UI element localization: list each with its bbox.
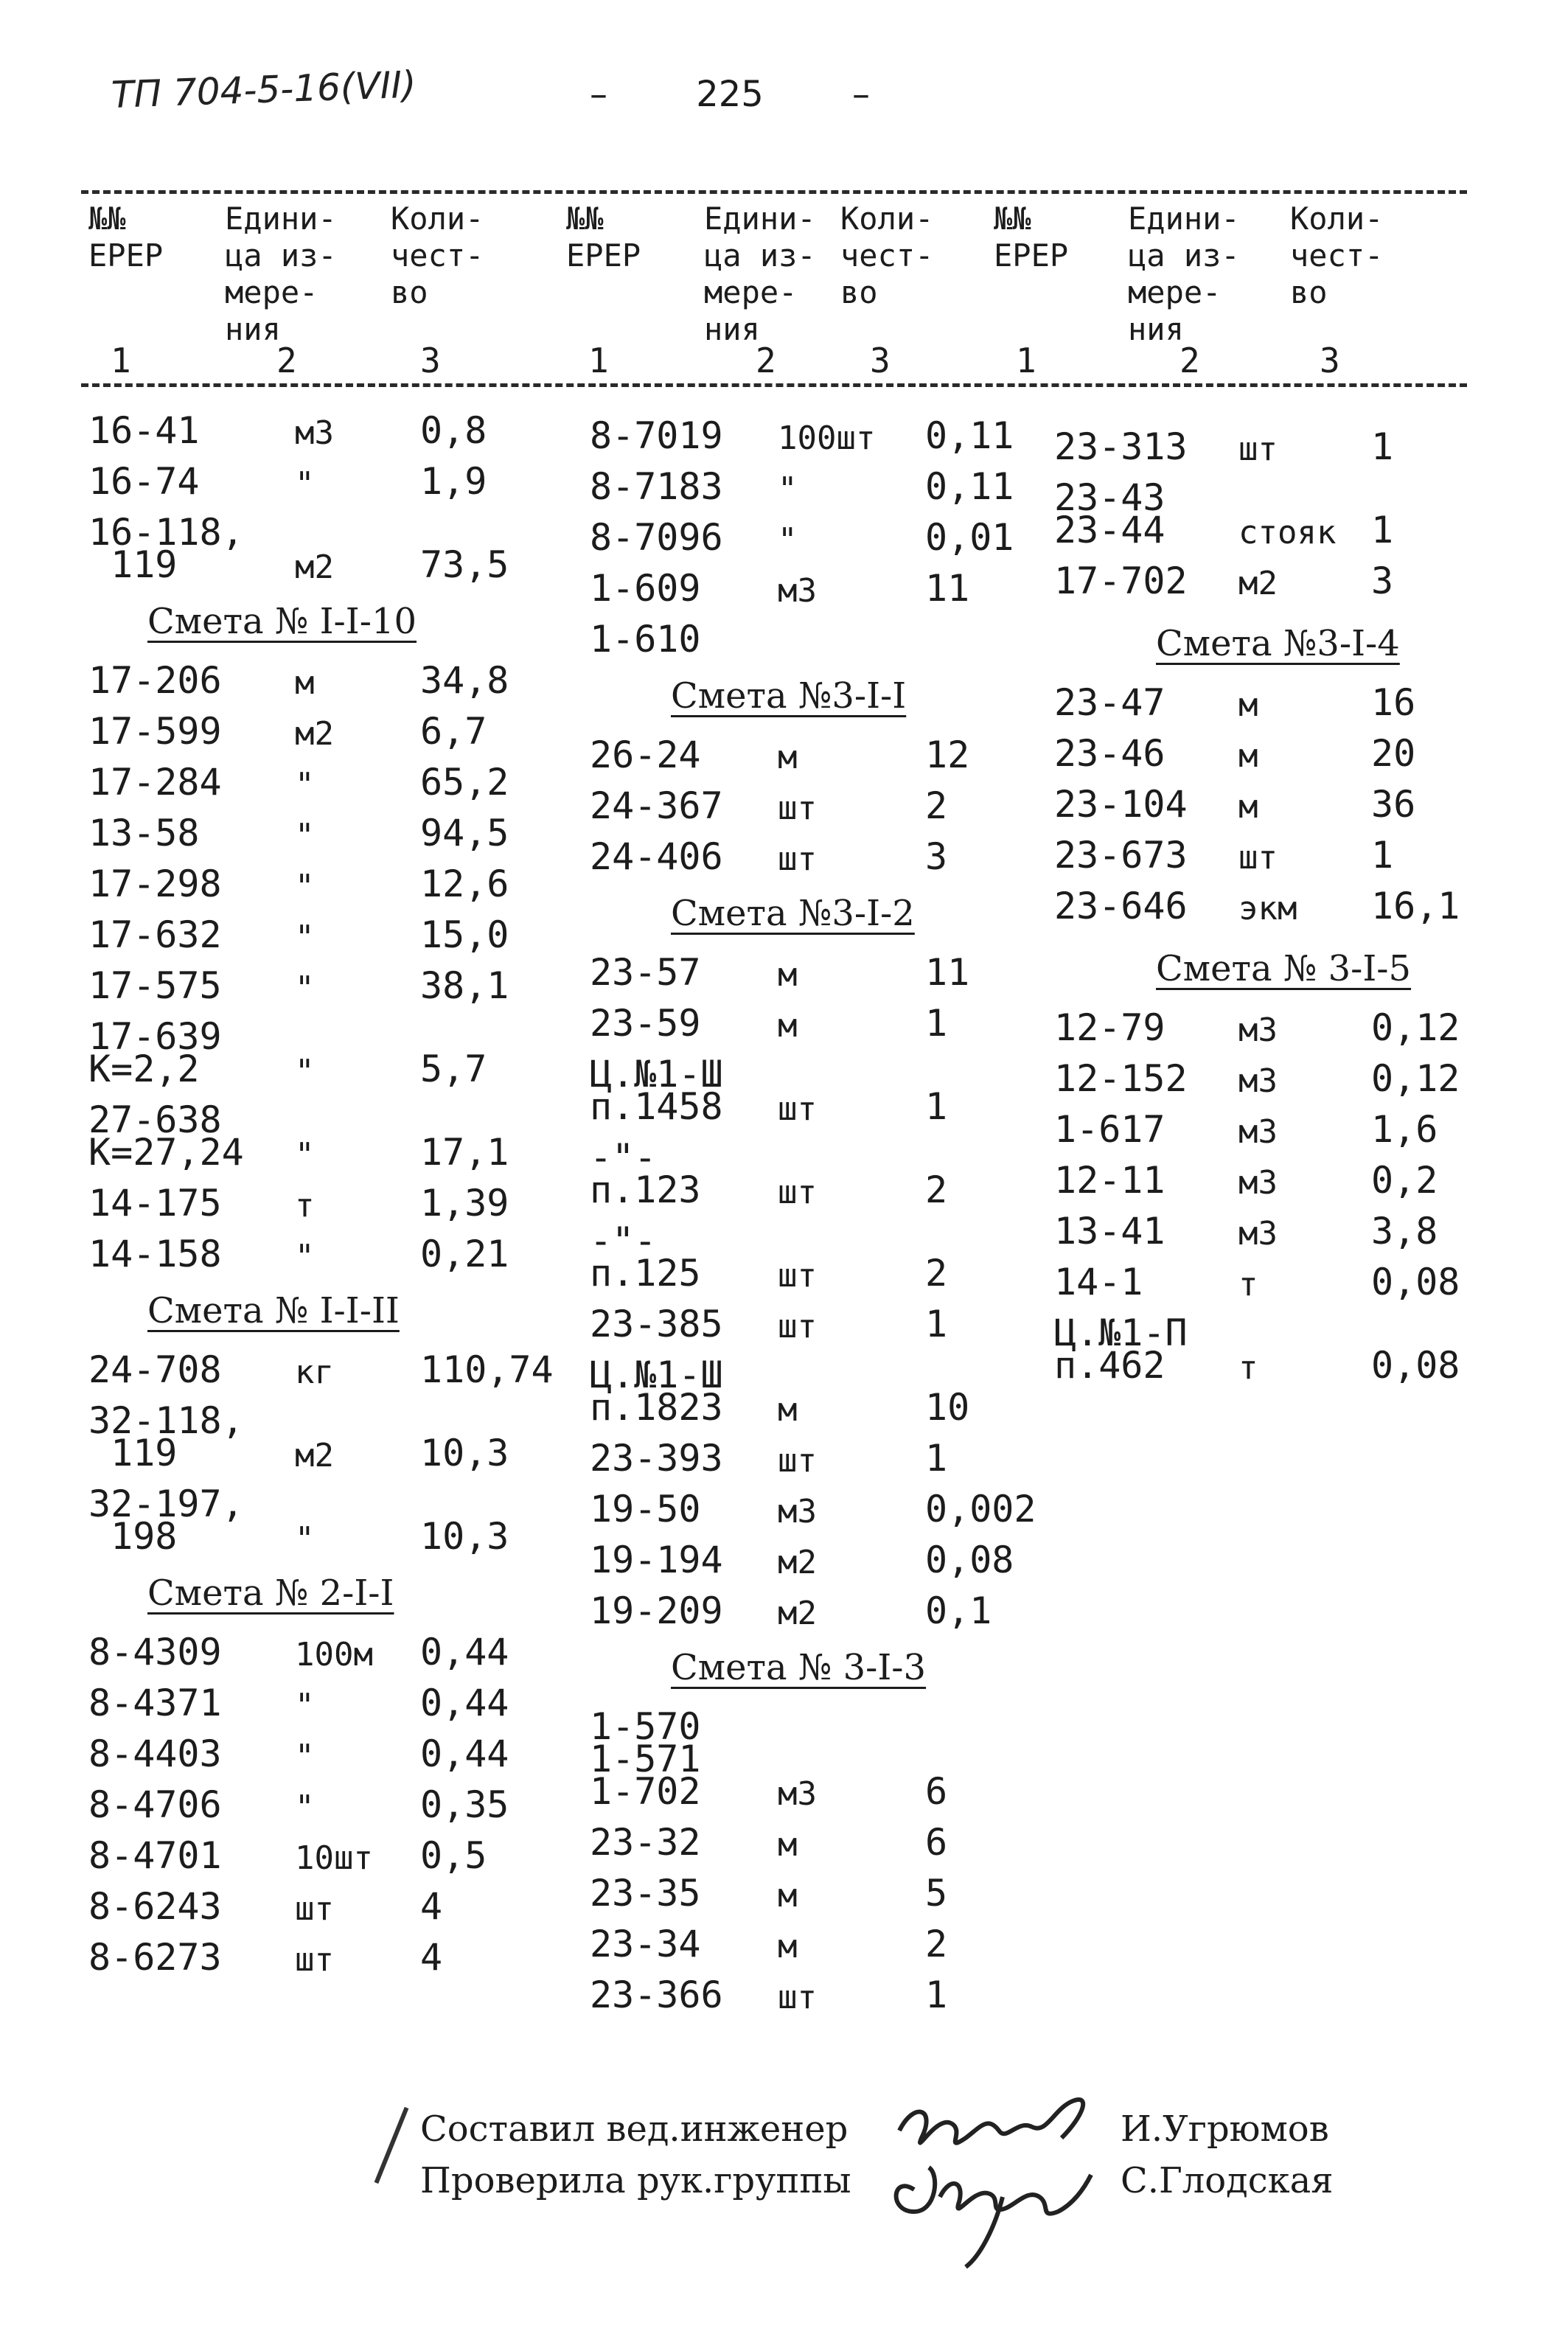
- row-quantity: 10,3: [420, 1515, 509, 1558]
- row-code: Ц.№1-Ш: [590, 1053, 723, 1096]
- row-quantity: 0,002: [925, 1488, 1036, 1530]
- row-quantity: 1: [925, 1974, 948, 2016]
- row-quantity: 1,9: [420, 460, 487, 503]
- row-quantity: 38,1: [420, 964, 509, 1007]
- row-code: 1-610: [590, 618, 701, 661]
- row-unit: м2: [778, 1544, 817, 1581]
- page-number-block: [590, 74, 870, 115]
- row-code: 12-11: [1054, 1159, 1165, 1202]
- row-quantity: 65,2: [420, 761, 509, 804]
- row-unit: м3: [1238, 1164, 1278, 1202]
- row-unit: м3: [1238, 1062, 1278, 1100]
- row-unit: шт: [778, 1308, 817, 1345]
- row-code: К=27,24: [88, 1131, 244, 1174]
- section-title: Смета № I-I-II: [147, 1290, 400, 1331]
- header-column-number-2-2: 2: [756, 341, 776, 380]
- row-unit: экм: [1238, 890, 1297, 927]
- row-unit: м3: [1238, 1113, 1278, 1151]
- row-quantity: 0,11: [925, 465, 1014, 508]
- row-unit: м: [1238, 737, 1258, 775]
- page-dash-left: –: [590, 74, 607, 115]
- row-unit: т: [1238, 1266, 1258, 1303]
- row-code: 17-284: [88, 761, 222, 804]
- row-code: 1-570: [590, 1705, 701, 1748]
- row-quantity: 0,08: [925, 1539, 1014, 1581]
- row-code: 1-609: [590, 567, 701, 610]
- row-quantity: 36: [1371, 783, 1416, 826]
- row-code: 23-44: [1054, 509, 1165, 551]
- row-quantity: 6,7: [420, 710, 487, 753]
- row-code: 24-406: [590, 835, 723, 878]
- row-quantity: 6: [925, 1770, 948, 1813]
- row-code: 8-4701: [88, 1834, 222, 1877]
- row-quantity: 6: [925, 1821, 948, 1864]
- row-quantity: 1: [925, 1002, 948, 1045]
- row-unit: ": [778, 470, 798, 508]
- row-unit: шт: [1238, 431, 1278, 468]
- row-code: 16-74: [88, 460, 200, 503]
- row-code: 23-47: [1054, 681, 1165, 724]
- row-code: 32-118,: [88, 1399, 244, 1442]
- row-unit: м: [295, 664, 315, 702]
- row-code: 23-104: [1054, 783, 1188, 826]
- header-qty-2: Коли- чест- во: [840, 201, 934, 310]
- row-quantity: 4: [420, 1936, 443, 1979]
- row-code: п.1458: [590, 1085, 723, 1128]
- row-quantity: 0,08: [1371, 1344, 1460, 1387]
- row-quantity: 0,11: [925, 414, 1014, 457]
- row-code: 17-632: [88, 913, 222, 956]
- row-unit: м2: [778, 1595, 817, 1632]
- row-unit: ": [778, 521, 798, 559]
- row-code: 198: [88, 1515, 178, 1558]
- row-code: 17-639: [88, 1015, 222, 1058]
- row-code: 23-673: [1054, 834, 1188, 877]
- header-column-number-1-3: 3: [420, 341, 441, 380]
- row-unit: 100м: [295, 1636, 373, 1673]
- row-unit: ": [295, 465, 315, 503]
- row-unit: кг: [295, 1354, 334, 1391]
- row-unit: шт: [778, 790, 817, 827]
- compiled-label: Составил вед.инженер: [420, 2108, 849, 2150]
- row-unit: м3: [1238, 1011, 1278, 1049]
- row-unit: м: [1238, 788, 1258, 826]
- row-code: 23-34: [590, 1923, 701, 1965]
- header-code-3: №№ ЕРЕР: [994, 201, 1069, 274]
- row-code: 119: [88, 1432, 178, 1474]
- table-header-rule: [81, 383, 1467, 387]
- row-code: 8-4403: [88, 1732, 222, 1775]
- row-code: 13-58: [88, 812, 200, 854]
- row-quantity: 0,5: [420, 1834, 487, 1877]
- row-unit: м2: [295, 548, 334, 586]
- header-column-number-1-1: 1: [111, 341, 131, 380]
- row-unit: ": [295, 1136, 315, 1174]
- row-code: 8-7096: [590, 516, 723, 559]
- row-code: п.123: [590, 1168, 701, 1211]
- row-unit: ": [295, 1520, 315, 1558]
- row-unit: 10шт: [295, 1839, 373, 1877]
- row-quantity: 15,0: [420, 913, 509, 956]
- header-code-2: №№ ЕРЕР: [566, 201, 641, 274]
- row-unit: м2: [295, 715, 334, 753]
- header-unit-1: Едини- ца из- мере- ния: [225, 201, 337, 347]
- row-code: 8-4309: [88, 1631, 222, 1673]
- header-column-number-2-1: 1: [588, 341, 609, 380]
- row-quantity: 0,12: [1371, 1057, 1460, 1100]
- row-code: 16-41: [88, 409, 200, 452]
- row-code: 24-367: [590, 784, 723, 827]
- row-quantity: 0,8: [420, 409, 487, 452]
- row-quantity: 20: [1371, 732, 1416, 775]
- row-unit: м2: [295, 1437, 334, 1474]
- section-title: Смета № 3-I-3: [671, 1647, 927, 1688]
- row-quantity: 110,74: [420, 1348, 554, 1391]
- row-code: Ц.№1-П: [1054, 1312, 1188, 1354]
- row-unit: ": [295, 919, 315, 956]
- row-quantity: 3,8: [1371, 1210, 1438, 1253]
- row-quantity: 12: [925, 734, 970, 776]
- signature-slash: [374, 2107, 409, 2184]
- row-code: 1-702: [590, 1770, 701, 1813]
- row-unit: м: [778, 1928, 798, 1965]
- row-code: 14-158: [88, 1233, 222, 1275]
- row-quantity: 2: [925, 784, 948, 827]
- row-quantity: 12,6: [420, 863, 509, 905]
- row-code: Ц.№1-Ш: [590, 1354, 723, 1396]
- header-code-1: №№ ЕРЕР: [88, 201, 164, 274]
- row-code: -"-: [590, 1219, 657, 1262]
- header-qty-1: Коли- чест- во: [391, 201, 484, 310]
- row-quantity: 73,5: [420, 543, 509, 586]
- row-code: 23-366: [590, 1974, 723, 2016]
- row-unit: шт: [778, 840, 817, 878]
- row-code: 8-4371: [88, 1682, 222, 1724]
- row-quantity: 2: [925, 1252, 948, 1295]
- row-quantity: 11: [925, 567, 970, 610]
- row-code: 8-7019: [590, 414, 723, 457]
- row-quantity: 0,01: [925, 516, 1014, 559]
- row-quantity: 1,39: [420, 1182, 509, 1225]
- row-quantity: 3: [925, 835, 948, 878]
- row-quantity: 2: [925, 1168, 948, 1211]
- header-unit-3: Едини- ца из- мере- ния: [1128, 201, 1240, 347]
- row-unit: м3: [778, 572, 817, 610]
- row-code: 23-646: [1054, 885, 1188, 927]
- row-unit: ": [295, 868, 315, 905]
- row-unit: м: [778, 1007, 798, 1045]
- row-quantity: 0,1: [925, 1589, 992, 1632]
- row-unit: м: [778, 1391, 798, 1429]
- row-code: 14-175: [88, 1182, 222, 1225]
- row-quantity: 1: [1371, 425, 1394, 468]
- row-unit: ": [295, 1687, 315, 1724]
- row-unit: ": [295, 1053, 315, 1090]
- row-code: -"-: [590, 1136, 657, 1179]
- row-unit: т: [295, 1187, 315, 1225]
- row-code: 27-638: [88, 1098, 222, 1141]
- row-code: 19-50: [590, 1488, 701, 1530]
- row-code: 17-298: [88, 863, 222, 905]
- page-dash-right: –: [852, 74, 870, 115]
- row-code: 1-571: [590, 1738, 701, 1780]
- row-code: 12-152: [1054, 1057, 1188, 1100]
- row-code: 1-617: [1054, 1108, 1165, 1151]
- row-code: п.125: [590, 1252, 701, 1295]
- row-code: 23-46: [1054, 732, 1165, 775]
- section-title: Смета №3-I-I: [671, 675, 907, 717]
- row-quantity: 0,08: [1371, 1261, 1460, 1303]
- header-qty-3: Коли- чест- во: [1290, 201, 1384, 310]
- row-code: 32-197,: [88, 1483, 244, 1525]
- header-column-number-2-3: 3: [870, 341, 891, 380]
- row-code: 8-4706: [88, 1783, 222, 1826]
- section-title: Смета № 2-I-I: [147, 1572, 394, 1614]
- row-unit: м: [778, 956, 798, 994]
- row-quantity: 4: [420, 1885, 443, 1928]
- row-unit: м3: [1238, 1215, 1278, 1253]
- row-code: 8-7183: [590, 465, 723, 508]
- row-code: 23-57: [590, 951, 701, 994]
- row-quantity: 1: [1371, 834, 1394, 877]
- row-unit: м: [1238, 686, 1258, 724]
- row-code: 8-6273: [88, 1936, 222, 1979]
- row-unit: шт: [778, 1090, 817, 1128]
- row-quantity: 94,5: [420, 812, 509, 854]
- row-quantity: 0,12: [1371, 1006, 1460, 1049]
- row-code: 23-385: [590, 1303, 723, 1345]
- row-quantity: 16: [1371, 681, 1416, 724]
- row-unit: м: [778, 1877, 798, 1915]
- row-unit: м3: [295, 414, 334, 452]
- row-code: 23-35: [590, 1872, 701, 1915]
- row-quantity: 5: [925, 1872, 948, 1915]
- row-unit: ": [295, 1238, 315, 1275]
- row-quantity: 1,6: [1371, 1108, 1438, 1151]
- row-unit: м3: [778, 1775, 817, 1813]
- row-unit: шт: [778, 1174, 817, 1211]
- row-quantity: 16,1: [1371, 885, 1460, 927]
- row-code: 17-702: [1054, 560, 1188, 602]
- row-quantity: 0,21: [420, 1233, 509, 1275]
- table-top-rule: [81, 190, 1467, 194]
- row-unit: шт: [295, 1941, 334, 1979]
- document-code: ТП 704-5-16(VII): [111, 63, 417, 116]
- row-quantity: 34,8: [420, 659, 509, 702]
- section-title: Смета № 3-I-5: [1156, 948, 1412, 989]
- row-code: 16-118,: [88, 511, 244, 554]
- row-quantity: 1: [925, 1085, 948, 1128]
- row-code: 19-209: [590, 1589, 723, 1632]
- row-code: п.462: [1054, 1344, 1165, 1387]
- row-code: 19-194: [590, 1539, 723, 1581]
- row-code: 23-43: [1054, 476, 1165, 519]
- row-quantity: 5,7: [420, 1048, 487, 1090]
- row-code: К=2,2: [88, 1048, 200, 1090]
- handwritten-signatures: [870, 2086, 1106, 2271]
- row-code: 12-79: [1054, 1006, 1165, 1049]
- row-code: 23-393: [590, 1437, 723, 1480]
- row-unit: м: [778, 1826, 798, 1864]
- section-title: Смета №3-I-2: [671, 893, 915, 934]
- row-quantity: 17,1: [420, 1131, 509, 1174]
- row-code: 14-1: [1054, 1261, 1143, 1303]
- section-title: Смета №3-I-4: [1156, 623, 1400, 664]
- row-unit: м2: [1238, 565, 1278, 602]
- row-code: 119: [88, 543, 178, 586]
- row-code: 23-32: [590, 1821, 701, 1864]
- section-title: Смета № I-I-10: [147, 601, 417, 642]
- row-unit: ": [295, 1788, 315, 1826]
- row-unit: шт: [778, 1979, 817, 2016]
- row-code: 17-575: [88, 964, 222, 1007]
- row-code: 24-708: [88, 1348, 222, 1391]
- row-unit: ": [295, 969, 315, 1007]
- row-unit: шт: [295, 1890, 334, 1928]
- row-unit: ": [295, 766, 315, 804]
- row-quantity: 10,3: [420, 1432, 509, 1474]
- row-unit: шт: [778, 1257, 817, 1295]
- row-code: 8-6243: [88, 1885, 222, 1928]
- page-number: 225: [696, 74, 764, 115]
- header-column-number-3-3: 3: [1320, 341, 1340, 380]
- row-code: 23-313: [1054, 425, 1188, 468]
- row-code: 17-599: [88, 710, 222, 753]
- row-code: 13-41: [1054, 1210, 1165, 1253]
- row-code: 23-59: [590, 1002, 701, 1045]
- row-quantity: 0,44: [420, 1732, 509, 1775]
- row-quantity: 1: [925, 1303, 948, 1345]
- row-quantity: 0,35: [420, 1783, 509, 1826]
- header-column-number-3-2: 2: [1180, 341, 1200, 380]
- row-quantity: 11: [925, 951, 970, 994]
- header-column-number-3-1: 1: [1016, 341, 1036, 380]
- compiled-name: И.Угрюмов: [1121, 2108, 1329, 2150]
- row-code: п.1823: [590, 1386, 723, 1429]
- checked-name: С.Глодская: [1121, 2160, 1334, 2201]
- row-unit: 100шт: [778, 419, 876, 457]
- row-quantity: 0,44: [420, 1682, 509, 1724]
- row-quantity: 1: [925, 1437, 948, 1480]
- row-quantity: 3: [1371, 560, 1394, 602]
- row-quantity: 10: [925, 1386, 970, 1429]
- checked-label: Проверила рук.группы: [420, 2160, 851, 2201]
- row-code: 17-206: [88, 659, 222, 702]
- row-unit: шт: [1238, 839, 1278, 877]
- row-unit: м: [778, 739, 798, 776]
- row-quantity: 0,2: [1371, 1159, 1438, 1202]
- header-unit-2: Едини- ца из- мере- ния: [704, 201, 816, 347]
- row-quantity: 1: [1371, 509, 1394, 551]
- row-unit: м3: [778, 1493, 817, 1530]
- row-quantity: 2: [925, 1923, 948, 1965]
- row-unit: шт: [778, 1442, 817, 1480]
- row-unit: ": [295, 817, 315, 854]
- row-unit: стояк: [1238, 514, 1337, 551]
- row-unit: т: [1238, 1349, 1258, 1387]
- header-column-number-1-2: 2: [276, 341, 297, 380]
- row-unit: ": [295, 1738, 315, 1775]
- row-code: 26-24: [590, 734, 701, 776]
- row-quantity: 0,44: [420, 1631, 509, 1673]
